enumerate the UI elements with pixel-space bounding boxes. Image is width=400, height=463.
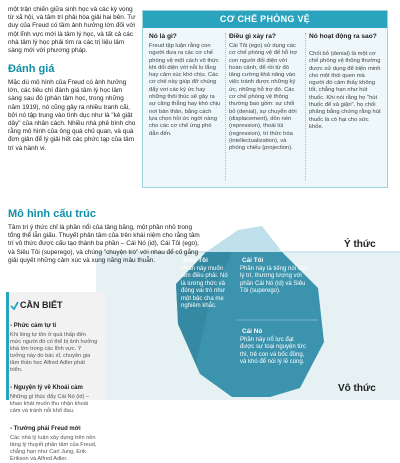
ego-text: Phần này là tiếng nói của lý trí, thương lượng với phần Cái Nó (id) và Siêu Tôi (superego). [240,266,308,295]
conscious-label: Ý thức [344,239,376,250]
know-item-text: Những gì thúc đẩy Cái Nó (id) – khao khát muốn thu nhận khoái cảm và tránh nỗi khổ đau. [10,394,89,414]
id-text: Phần này nổ lực đạt được sự toại nguyện tức thì, trẻ con và bốc đồng, và khó để nói lý lẽ cùng. [240,337,307,366]
know-item-title: Nguyện lý về Khoái cảm [13,385,83,391]
id-title: Cái Nó [242,328,263,335]
know-item-text: Các nhà lý luận xây dựng trên nền tảng lý thuyết phân tâm của Freud, chẳng hạn như Carl Jung, Erik Erikson và Alfred Adler. [10,435,97,462]
defense-col-title: Nó hoạt động ra sao? [309,33,377,40]
superego-title: Siêu Tôi [183,257,208,264]
check-icon [10,301,19,310]
defense-col-text: Cái Tôi (ego) sử dụng các cơ chế phòng vệ để hỗ trợ con người đối diện với hoàn cảnh, để rồi từ đó tăng cường khả năng vào việc tránh được những ký ức, những hỗ trợ đó. Các cơ chế phòng vệ thông thường bao gồm: sự chối bỏ (denial), sự chuyển dời (displacement), dồn nén (repression), thoái lùi (regression), trí thức hóa (intellectualization), và phóng chiếu (projection). [229,43,298,152]
column-divider [305,33,306,181]
bullet-icon: ▪ [10,323,14,329]
structure-text: Tâm trí ý thức chỉ là phần nổi của tảng băng, một phần nhỏ trong tổng thể lẫn giấu. Thuyết phân tâm của trên khái niệm cho rằng tâm trí vô thức được cấu tạo thành ba phần – Cái Nó (id), Cái Tôi (ego), và Siêu Tôi (superego), và chúng "chuyện trò" với nhau để cố gắng giải quyết những cảm xúc và xung năng mâu thuẫn. [8,224,200,264]
defense-box-title: CƠ CHẾ PHÒNG VỆ [143,11,387,28]
bullet-icon: ▪ [10,385,14,391]
know-item-title: Trường phái Freud mới [13,426,81,432]
list-item [10,417,98,463]
superego-text: Phần này muốn làm điều phải. Nó là lương thức và đóng vai trò như một bậc cha mẹ nghiêm khắc. [181,266,228,310]
defense-col-title: Điều gì xảy ra? [229,33,276,40]
defense-col-title: Nó là gì? [149,33,177,40]
ego-title: Cái Tôi [242,257,264,264]
know-item-text: Khi lòng tự tôn ở quá thấp đến mức người đó có thể bị ảnh hưởng khá lớn trong các lĩnh vực. Ý tưởng này do bác sĩ, chuyên gia tâm thần học Alfred Adler phát triển. [10,332,98,373]
evaluation-text: Mặc dù mô hình của Freud có ảnh hưởng lớn, các tiêu chí đánh giá tâm lý học lâm sàng sau đó (phân tâm học, trong những năm 1919), nó cũng gây ra nhiều tranh cãi, bởi nó tập trung vào tình dục như là "kẻ giật dây" của nhân cách. Nhiều nhà phê bình cho rằng mô hình của ông quá chủ quan, và quá đơn giản để lý giải hết các phức tạp của tâm trí và hành vi. [8,79,136,152]
need-to-know-title: CẦN BIẾT [20,300,63,310]
bullet-icon: ▪ [10,426,14,432]
intro-text: một trận chiến giữa sinh học và các kỳ vọng từ xã hội, và tâm trí phải hòa giải hai bên. Tư duy của Freud có tầm ảnh hưởng lớn đối với một lĩnh vực mới là tâm lý học, và tất cả các nhà tâm lý học phải tìm ra các trị liệu lâm sàng mới với phương pháp. [8,6,136,55]
iceberg-tip [206,226,282,252]
defense-mechanism-box [142,10,388,188]
list-item [10,314,98,374]
column-divider [225,33,226,181]
evaluation-heading: Đánh giá [8,63,55,75]
defense-col-text: Freud tập luận rằng con người đưa ra các cơ chế phòng vệ một cách vô thức khi đối diện với nỗi lo lắng hay cảm xúc khó chịu. Các cơ chế này giúp đỡ chúng đẩy vơi các ký ức hay những thôi thúc sẽ gây ra sự căng thẳng hay khó chịu nơi bản thân, bằng cách lựa chọn hồi ức ngời nàng cho các cơ chế ứng phó dẫn đến. [149,43,221,137]
unconscious-label: Vô thức [338,383,376,394]
know-list [10,314,98,463]
defense-col-text: Chối bỏ (denial) là một cơ chế phòng vệ thông thường được sử dụng để biện minh cho một thói quen mà người đó cảm thấy không tốt, chẳng hạn như hút thuốc. Khi nói rằng họ "hút thuốc để xả giận", họ chối phăng bằng chứng rằng hút thuốc là có hại cho sức khỏe. [309,51,381,130]
structure-heading: Mô hình cấu trúc [8,208,96,220]
list-item [10,376,98,415]
know-item-title: Phức cảm tự ti [13,323,57,329]
